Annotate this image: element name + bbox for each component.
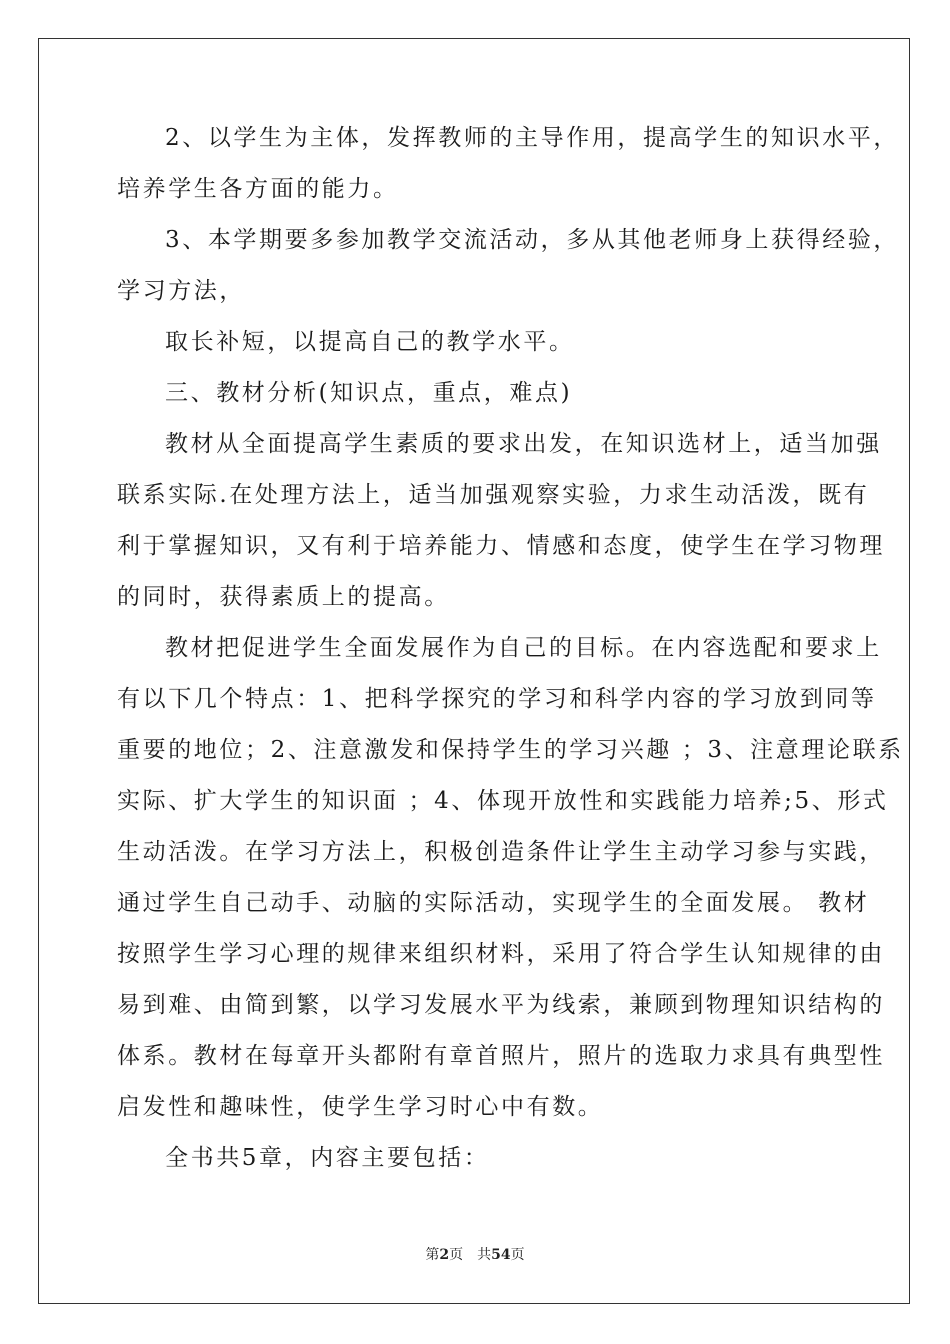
footer-prefix: 第 (425, 1247, 440, 1263)
paragraph-line: 利于掌握知识，又有利于培养能力、情感和态度，使学生在学习物理 (117, 533, 885, 559)
footer-suffix: 页 (510, 1247, 525, 1263)
paragraph-line: 生动活泼。在学习方法上，积极创造条件让学生主动学习参与实践， (117, 839, 885, 865)
paragraph-line: 实际、扩大学生的知识面 ；4、体现开放性和实践能力培养;5、形式 (117, 788, 889, 814)
document-body (117, 124, 904, 1172)
paragraph-line: 的同时，获得素质上的提高。 (117, 584, 450, 610)
paragraph-line: 体系。教材在每章开头都附有章首照片，照片的选取力求具有典型性 (117, 1043, 885, 1069)
paragraph-line: 启发性和趣味性，使学生学习时心中有数。 (117, 1094, 604, 1120)
paragraph-line: 取长补短，以提高自己的教学水平。 (165, 329, 575, 355)
total-page-count: 54 (491, 1247, 511, 1263)
paragraph-line: 教材把促进学生全面发展作为自己的目标。在内容选配和要求上 (165, 635, 882, 661)
paragraph-line: 有以下几个特点：1、把科学探究的学习和科学内容的学习放到同等 (117, 686, 877, 712)
paragraph-line: 学习方法， (117, 278, 245, 304)
paragraph-line: 2、以学生为主体，发挥教师的主导作用，提高学生的知识水平， (165, 125, 900, 151)
paragraph-line: 教材从全面提高学生素质的要求出发，在知识选材上，适当加强 (165, 431, 882, 457)
paragraph-line: 按照学生学习心理的规律来组织材料，采用了符合学生认知规律的由 (117, 941, 885, 967)
paragraph-line: 3、本学期要多参加教学交流活动，多从其他老师身上获得经验， (165, 227, 900, 253)
paragraph-line: 易到难、由简到繁，以学习发展水平为线索，兼顾到物理知识结构的 (117, 992, 885, 1018)
section-heading: 三、教材分析(知识点，重点，难点) (165, 380, 573, 406)
current-page-number: 2 (439, 1247, 450, 1263)
paragraph-line: 全书共5章，内容主要包括： (165, 1145, 490, 1171)
page-footer (0, 1244, 950, 1264)
footer-middle: 页 共 (449, 1247, 492, 1263)
paragraph-line: 通过学生自己动手、动脑的实际活动，实现学生的全面发展。 教材 (117, 890, 870, 916)
paragraph-line: 重要的地位；2、注意激发和保持学生的学习兴趣 ；3、注意理论联系 (117, 737, 904, 763)
paragraph-line: 培养学生各方面的能力。 (117, 176, 399, 202)
paragraph-line: 联系实际.在处理方法上，适当加强观察实验，力求生动活泼，既有 (117, 482, 870, 508)
